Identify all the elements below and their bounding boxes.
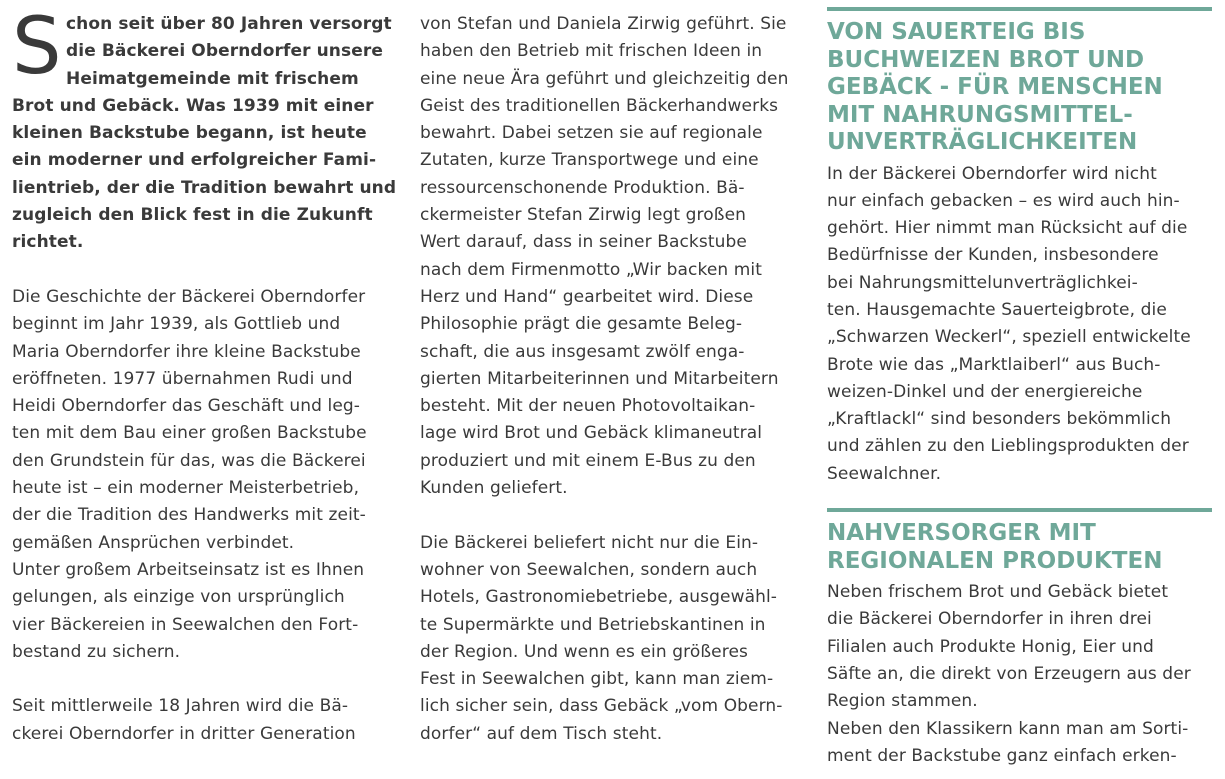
text-line: Neben frischem Brot und Gebäck bietet <box>827 582 1169 603</box>
text-line: gierten Mitarbeiterinnen und Mitarbeitern <box>420 368 779 389</box>
lead-line: Brot und Gebäck. Was 1939 mit einer <box>12 95 374 116</box>
paragraph-customers <box>420 530 805 748</box>
text-line: Die Bäckerei beliefert nicht nur die Ein- <box>420 532 759 553</box>
heading-line: NAHVERSORGER MIT <box>827 520 1096 547</box>
text-line: gelungen, als einzige von ursprünglich <box>12 587 345 608</box>
text-line: besteht. Mit der neuen Photovoltaikan- <box>420 396 756 417</box>
text-line: wohner von Seewalchen, sondern auch <box>420 559 758 580</box>
text-line: lage wird Brot und Gebäck klimaneutral <box>420 423 763 444</box>
column-3 <box>827 0 1212 770</box>
paragraph-regional <box>827 579 1212 770</box>
text-line: In der Bäckerei Oberndorfer wird nicht <box>827 163 1157 184</box>
lead-line: Heimatgemeinde mit frischem <box>66 68 359 89</box>
lead-paragraph <box>12 0 397 257</box>
text-line: ckerei Oberndorfer in dritter Generation <box>12 723 356 744</box>
text-line: und zählen zu den Lieblingsprodukten der <box>827 436 1189 457</box>
text-line: der Region. Und wenn es ein größeres <box>420 641 748 662</box>
text-line: Geist des traditionellen Bäckerhandwerks <box>420 95 779 116</box>
lead-line: ein moderner und erfolgreicher Fami- <box>12 150 377 171</box>
text-line: gemäßen Ansprüchen verbindet. <box>12 532 295 553</box>
text-line: ten. Hausgemachte Sauerteigbrote, die <box>827 299 1167 320</box>
text-line: produziert und mit einem E-Bus zu den <box>420 450 756 471</box>
lead-line: lientrieb, der die Tradition bewahrt und <box>12 177 397 198</box>
text-line: Säfte an, die direkt von Erzeugern aus der <box>827 663 1191 684</box>
lead-line: richtet. <box>12 232 84 253</box>
paragraph-history <box>12 284 397 666</box>
section-heading-nahversorger <box>827 520 1212 575</box>
paragraph-intolerance <box>827 161 1212 489</box>
text-line: Die Geschichte der Bäckerei Oberndorfer <box>12 286 366 307</box>
text-line: vier Bäckereien in Seewalchen den Fort- <box>12 614 359 635</box>
text-line: die Bäckerei Oberndorfer in ihren drei <box>827 609 1152 630</box>
text-line: Maria Oberndorfer ihre kleine Backstube <box>12 341 361 362</box>
text-line: ten mit dem Bau einer großen Backstube <box>12 423 367 444</box>
column-2 <box>420 0 805 748</box>
heading-line: UNVERTRÄGLICHKEITEN <box>827 129 1138 155</box>
heading-line: BUCHWEIZEN BROT UND <box>827 46 1145 73</box>
text-line: Brote wie das „Marktlaiberl“ aus Buch- <box>827 354 1161 375</box>
heading-line: REGIONALEN PRODUKTEN <box>827 547 1163 574</box>
text-line: Heidi Oberndorfer das Geschäft und leg- <box>12 396 361 417</box>
text-line: Zutaten, kurze Transportwege und eine <box>420 150 759 171</box>
text-line: Philosophie prägt die gesamte Beleg- <box>420 314 743 335</box>
text-line: nach dem Firmenmotto „Wir backen mit <box>420 259 763 280</box>
text-line: Seit mittlerweile 18 Jahren wird die Bä- <box>12 696 349 717</box>
text-line: den Grundstein für das, was die Bäckerei <box>12 450 366 471</box>
text-line: weizen-Dinkel und der energiereiche <box>827 381 1143 402</box>
section-divider <box>827 7 1212 11</box>
heading-line: VON SAUERTEIG BIS <box>827 19 1086 45</box>
text-line: Bedürfnisse der Kunden, insbesondere <box>827 245 1159 266</box>
text-line: von Stefan und Daniela Zirwig geführt. Sie <box>420 14 787 34</box>
text-line: eine neue Ära geführt und gleichzeitig den <box>420 68 789 89</box>
section-heading-sauerteig <box>827 19 1212 157</box>
text-line: Fest in Seewalchen gibt, kann man ziem- <box>420 669 774 690</box>
text-line: ment der Backstube ganz einfach erken- <box>827 745 1177 766</box>
text-line: ckermeister Stefan Zirwig legt großen <box>420 205 747 226</box>
text-line: bei Nahrungsmittelunverträglichkei- <box>827 272 1138 293</box>
text-line: bestand zu sichern. <box>12 641 181 662</box>
text-line: te Supermärkte und Betriebskantinen in <box>420 614 766 635</box>
paragraph-owners <box>420 11 805 502</box>
lead-line: die Bäckerei Oberndorfer unsere <box>66 41 383 62</box>
lead-line: kleinen Backstube begann, ist heute <box>12 123 367 144</box>
text-line: Hotels, Gastronomiebetriebe, ausgewähl- <box>420 587 778 608</box>
heading-line: GEBÄCK - FÜR MENSCHEN <box>827 74 1163 100</box>
text-line: dorfer“ auf dem Tisch steht. <box>420 723 663 744</box>
column-1 <box>12 0 397 748</box>
text-line: Kunden geliefert. <box>420 478 568 499</box>
text-line: Wert darauf, dass in seiner Backstube <box>420 232 747 253</box>
text-line: beginnt im Jahr 1939, als Gottlieb und <box>12 314 341 335</box>
text-line: nur einfach gebacken – es wird auch hin- <box>827 190 1180 211</box>
text-line: Seewalchner. <box>827 463 942 484</box>
text-line: Neben den Klassikern kann man am Sorti- <box>827 718 1189 739</box>
text-line: „Kraftlackl“ sind besonders bekömmlich <box>827 409 1172 430</box>
text-line: gehört. Hier nimmt man Rücksicht auf die <box>827 218 1188 239</box>
text-line: eröffneten. 1977 übernahmen Rudi und <box>12 368 353 389</box>
text-line: schaft, die aus insgesamt zwölf enga- <box>420 341 745 362</box>
lead-line: chon seit über 80 Jahren versorgt <box>66 14 392 34</box>
text-line: haben den Betrieb mit frischen Ideen in <box>420 41 763 62</box>
text-line: Unter großem Arbeitseinsatz ist es Ihnen <box>12 559 365 580</box>
text-line: ressourcenschonende Produktion. Bä- <box>420 177 745 198</box>
text-line: „Schwarzen Weckerl“, speziell entwickelte <box>827 327 1191 348</box>
dropcap-letter: S <box>12 2 62 92</box>
text-line: Filialen auch Produkte Honig, Eier und <box>827 636 1154 657</box>
text-line: bewahrt. Dabei setzen sie auf regionale <box>420 123 763 144</box>
lead-line: zugleich den Blick fest in die Zukunft <box>12 205 373 226</box>
text-line: Region stammen. <box>827 691 978 712</box>
heading-line: MIT NAHRUNGSMITTEL- <box>827 101 1133 128</box>
text-line: heute ist – ein moderner Meisterbetrieb, <box>12 478 360 499</box>
paragraph-generation <box>12 693 397 748</box>
text-line: Herz und Hand“ gearbeitet wird. Diese <box>420 286 754 307</box>
text-line: der die Tradition des Handwerks mit zeit- <box>12 505 366 526</box>
section-divider <box>827 508 1212 512</box>
text-line: lich sicher sein, dass Gebäck „vom Obern- <box>420 696 783 717</box>
